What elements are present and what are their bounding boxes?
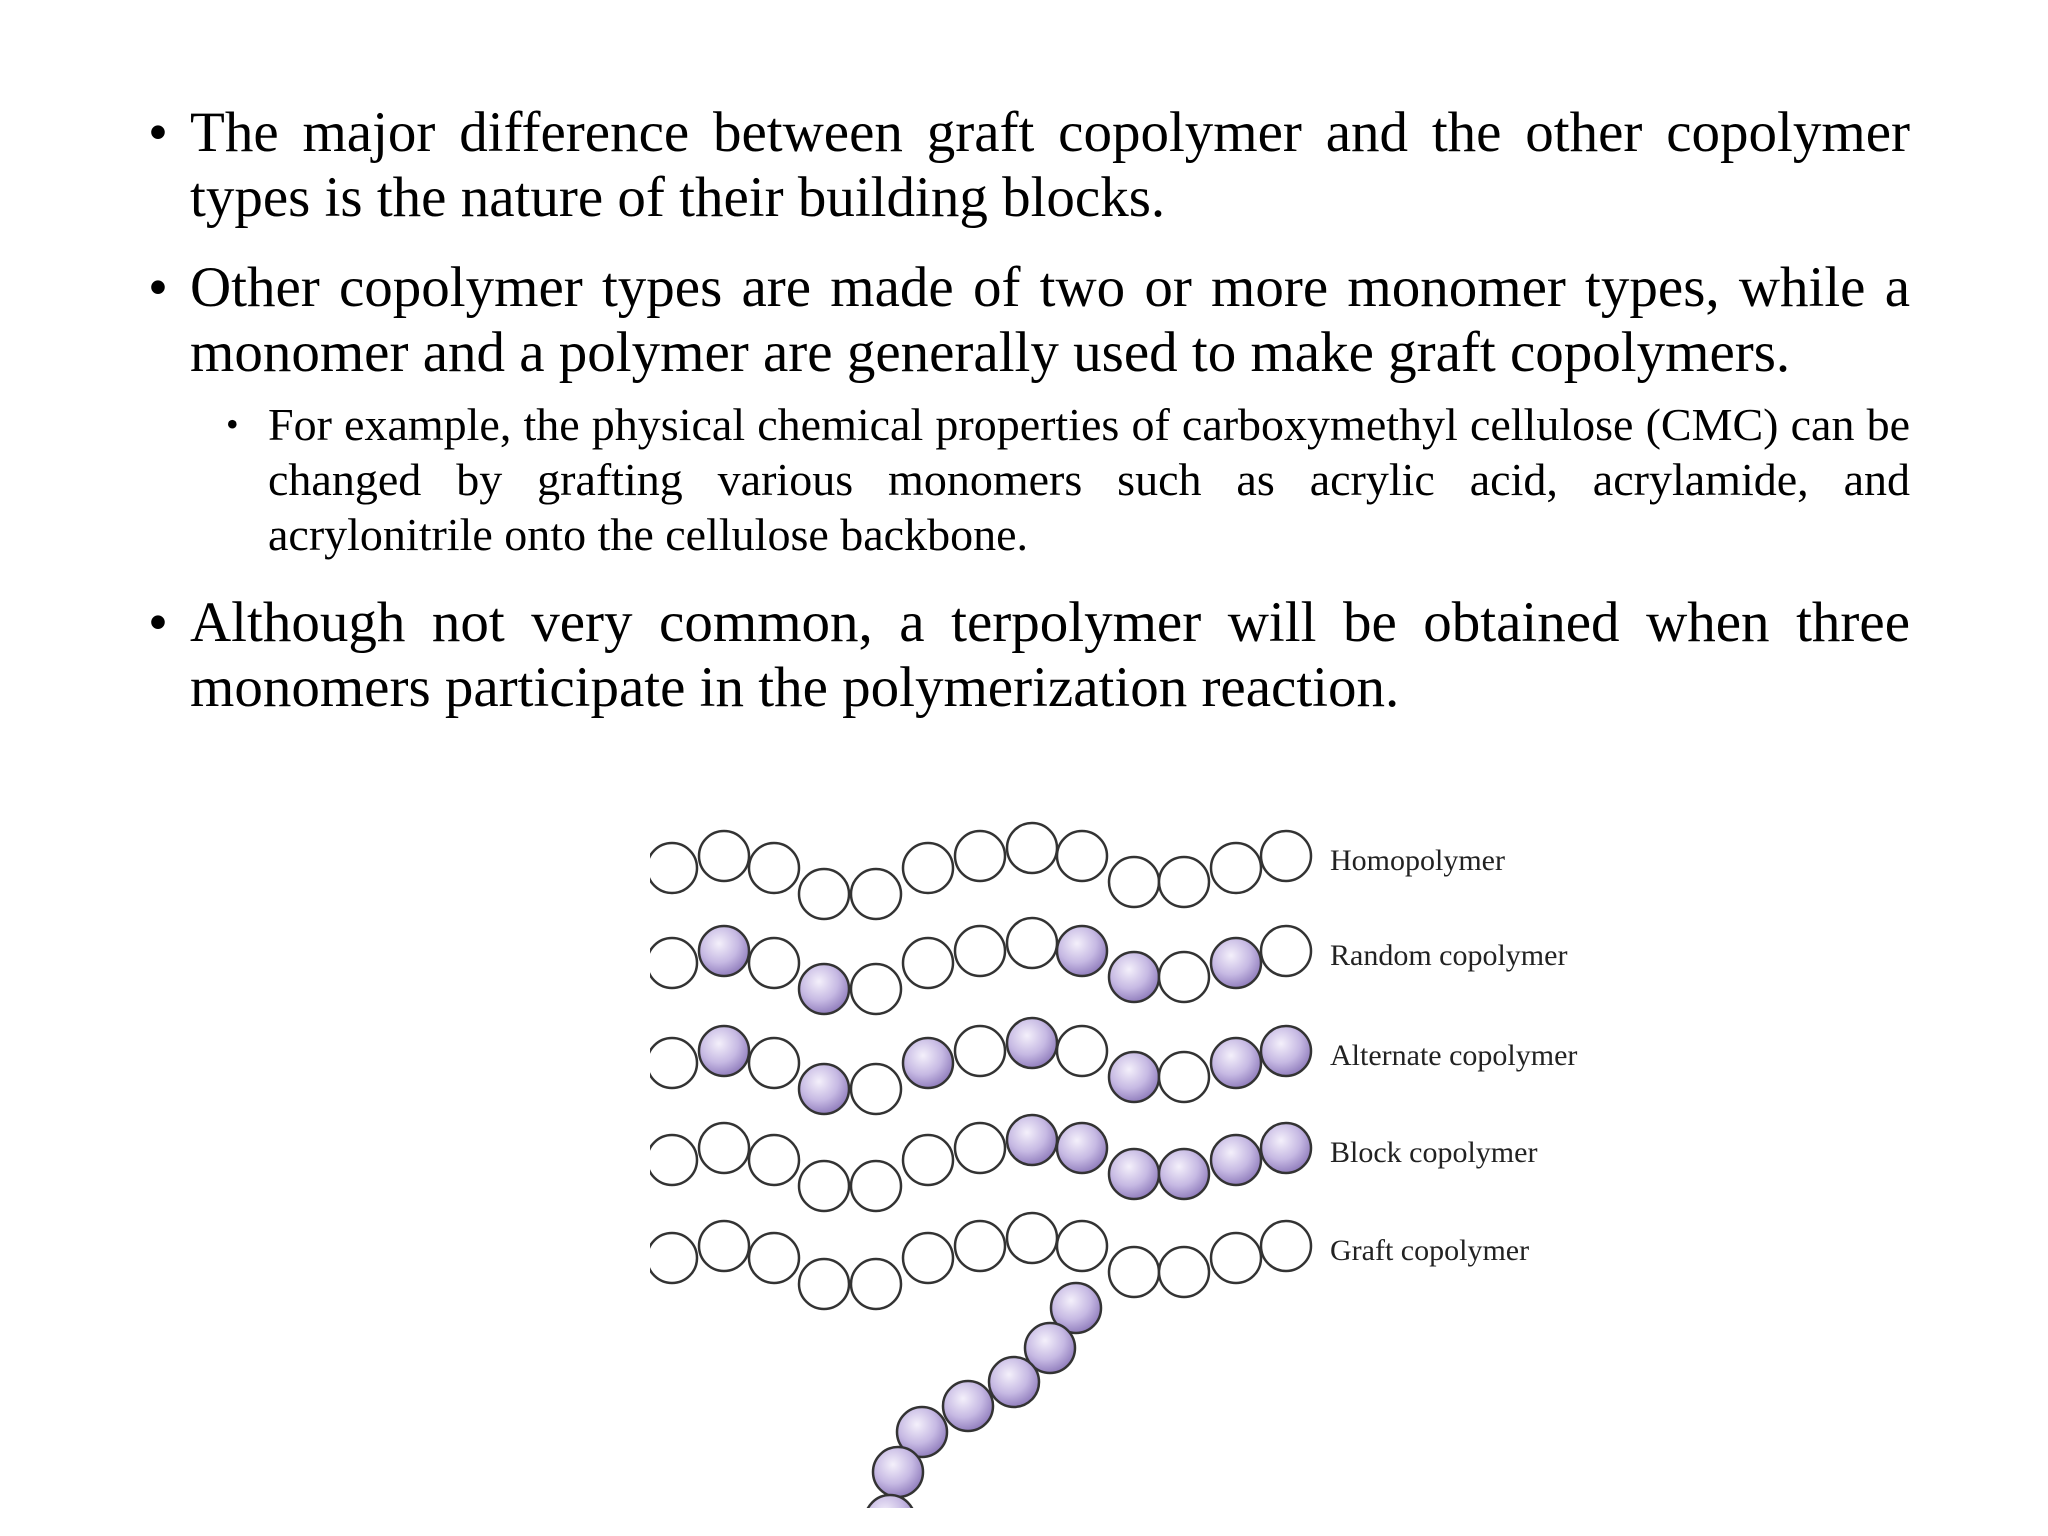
- monomer-a: [955, 1026, 1005, 1076]
- sub-bullet-item: [226, 397, 1910, 562]
- monomer-b: [1109, 952, 1159, 1002]
- monomer-a: [749, 938, 799, 988]
- monomer-a: [799, 1259, 849, 1309]
- bullet-text: The major difference between graft copolymer and the other copolymer types is the nature of their building blocks.: [190, 101, 1910, 229]
- monomer-a: [1211, 843, 1261, 893]
- monomer-a: [1057, 1221, 1107, 1271]
- monomer-b: [1007, 1115, 1057, 1165]
- chain-label: Random copolymer: [1330, 939, 1568, 972]
- bullet-text: Other copolymer types are made of two or more monomer types, while a monomer and a polymer are generally used to make graft copolymers.: [190, 256, 1910, 384]
- chain-labels: [1330, 844, 1577, 1267]
- graft-branch-monomer: [989, 1357, 1039, 1407]
- monomer-a: [1261, 926, 1311, 976]
- monomer-b: [1109, 1149, 1159, 1199]
- monomer-a: [650, 843, 697, 893]
- monomer-a: [1159, 1052, 1209, 1102]
- bullet-dot: •: [148, 591, 168, 654]
- monomer-a: [1159, 952, 1209, 1002]
- monomer-a: [1057, 1026, 1107, 1076]
- copolymer-diagram: [650, 808, 1650, 1508]
- monomer-a: [955, 1221, 1005, 1271]
- chain-label: Graft copolymer: [1330, 1234, 1530, 1267]
- monomer-a: [799, 869, 849, 919]
- bullet-dot: •: [148, 256, 168, 319]
- monomer-b: [699, 1026, 749, 1076]
- monomer-a: [749, 1038, 799, 1088]
- monomer-a: [1057, 831, 1107, 881]
- monomer-b: [1109, 1052, 1159, 1102]
- monomer-a: [1261, 831, 1311, 881]
- monomer-b: [799, 964, 849, 1014]
- monomer-a: [1211, 1233, 1261, 1283]
- monomer-a: [650, 1038, 697, 1088]
- bullet-text: Although not very common, a terpolymer will be obtained when three monomers participate in the polymerization reaction.: [190, 591, 1910, 719]
- monomer-b: [1261, 1123, 1311, 1173]
- graft-branch-monomer: [943, 1381, 993, 1431]
- monomer-b: [1057, 1123, 1107, 1173]
- monomer-a: [903, 1233, 953, 1283]
- monomer-a: [851, 1161, 901, 1211]
- bullet-item: [148, 255, 1910, 385]
- monomer-a: [699, 831, 749, 881]
- monomer-a: [903, 1135, 953, 1185]
- sub-bullet-text: For example, the physical chemical properties of carboxymethyl cellulose (CMC) can be changed by grafting various monomers such as acrylic acid, acrylamide, and acrylonitrile onto the cellulose backbone.: [268, 399, 1910, 560]
- monomer-a: [1109, 1247, 1159, 1297]
- polymer-chains: [650, 823, 1311, 1508]
- monomer-a: [955, 926, 1005, 976]
- monomer-a: [749, 843, 799, 893]
- monomer-a: [1007, 918, 1057, 968]
- bullet-list: [148, 100, 1910, 745]
- monomer-a: [1159, 857, 1209, 907]
- monomer-b: [1057, 926, 1107, 976]
- sub-bullet-dot: •: [226, 404, 239, 444]
- graft-branch-monomer: [865, 1495, 915, 1508]
- monomer-a: [699, 1221, 749, 1271]
- monomer-a: [650, 1135, 697, 1185]
- monomer-a: [699, 1123, 749, 1173]
- monomer-a: [903, 843, 953, 893]
- monomer-a: [903, 938, 953, 988]
- bullet-item: [148, 590, 1910, 720]
- monomer-a: [650, 1233, 697, 1283]
- monomer-a: [1159, 1247, 1209, 1297]
- chain-label: Block copolymer: [1330, 1136, 1538, 1169]
- monomer-a: [955, 831, 1005, 881]
- monomer-a: [851, 869, 901, 919]
- monomer-a: [851, 1259, 901, 1309]
- monomer-a: [749, 1233, 799, 1283]
- monomer-a: [1261, 1221, 1311, 1271]
- monomer-b: [1211, 1038, 1261, 1088]
- monomer-b: [1261, 1026, 1311, 1076]
- chain-label: Homopolymer: [1330, 844, 1505, 877]
- monomer-b: [1007, 1018, 1057, 1068]
- monomer-b: [699, 926, 749, 976]
- monomer-a: [1007, 1213, 1057, 1263]
- chain-label: Alternate copolymer: [1330, 1039, 1578, 1072]
- monomer-a: [851, 964, 901, 1014]
- monomer-a: [650, 938, 697, 988]
- monomer-b: [1159, 1149, 1209, 1199]
- monomer-b: [799, 1064, 849, 1114]
- monomer-a: [799, 1161, 849, 1211]
- bullet-item: [148, 100, 1910, 230]
- graft-branch-monomer: [873, 1447, 923, 1497]
- monomer-a: [749, 1135, 799, 1185]
- monomer-b: [1211, 1135, 1261, 1185]
- monomer-b: [1211, 938, 1261, 988]
- monomer-a: [955, 1123, 1005, 1173]
- monomer-a: [1109, 857, 1159, 907]
- monomer-b: [903, 1038, 953, 1088]
- monomer-a: [851, 1064, 901, 1114]
- monomer-a: [1007, 823, 1057, 873]
- bullet-dot: •: [148, 101, 168, 164]
